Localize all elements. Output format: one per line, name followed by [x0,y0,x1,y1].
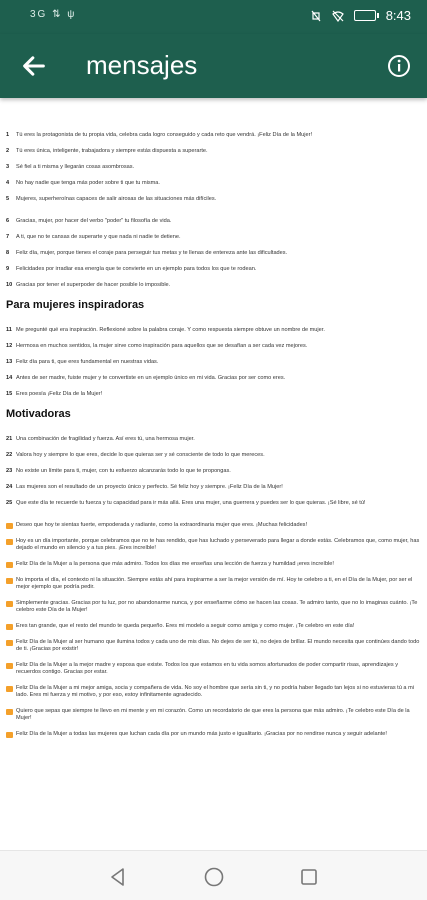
list-item[interactable]: 1 Tú eres la protagonista de tu propia vida, celebra cada logro conseguido y cada reto que vendrá. ¡Feliz Día de la Mujer! [6,132,313,138]
list-item[interactable]: Hoy es un día importante, porque celebramos que no te has rendido, que has luchado y perseverado para llegar a donde estás. Celebramos que, como mujer, has dejado el mundo en silencio y a tus pies. ¡Eres increíble! [6,538,423,552]
emoji-icon [6,709,13,715]
navigation-bar [0,850,427,900]
circle-home-icon[interactable] [203,866,225,888]
vibrate-mute-icon [310,10,322,22]
section-heading: Para mujeres inspiradoras [6,299,145,311]
list-item[interactable]: No importa el día, el contexto ni la situación. Siempre estás ahí para inspirarme a ser la mejor versión de mí. Hoy te celebro a ti, en el Día de la Mujer, por ser el mejor ejemplo que podría pedir. [6,577,423,591]
emoji-icon [6,663,13,669]
emoji-icon [6,539,13,545]
list-item[interactable]: 12 Hermosa en muchos sentidos, la mujer sirve como inspiración para aquellos que se desafían a ser cada vez mejores. [6,343,308,349]
arrow-left-icon[interactable] [20,52,48,80]
emoji-icon [6,601,13,607]
emoji-icon [6,562,13,568]
emoji-icon [6,732,13,738]
list-item[interactable]: 7 A ti, que no te cansas de superarte y que nada ni nadie te detiene. [6,234,181,240]
list-item[interactable]: 6 Gracias, mujer, por hacer del verbo "poder" tu filosofía de vida. [6,218,172,224]
page-title: mensajes [86,50,198,80]
list-item[interactable]: 13 Feliz día para ti, que eres fundamental en nuestras vidas. [6,359,159,365]
list-item[interactable]: 15 Eres poesía ¡Feliz Día de la Mujer! [6,391,103,397]
section-heading: Motivadoras [6,408,71,420]
list-item[interactable]: Simplemente gracias. Gracias por tu luz, por no abandonarme nunca, y por enseñarme cómo se hacen las cosas. Te admiro tanto, que no lo imaginas cuánto. ¡Te celebro este Día de la Mujer! [6,600,423,614]
emoji-icon [6,640,13,646]
list-item[interactable]: 8 Feliz día, mujer, porque tienes el coraje para perseguir tus metas y te llenas de entereza ante las dificultades. [6,250,288,256]
list-item[interactable]: Feliz Día de la Mujer al ser humano que ilumina todos y cada uno de mis días. No dejes de ser tú, no dejes de brillar. El mundo necesita que continúes dando todo de ti. ¡Gracias por existir! [6,639,423,653]
emoji-icon [6,578,13,584]
battery-icon [354,10,376,21]
list-item[interactable]: 24 Las mujeres son el resultado de un proyecto único y perfecto. Sé feliz hoy y siempre. ¡Feliz Día de la Mujer! [6,484,283,490]
list-item[interactable]: 11 Me pregunté qué era inspiración. Reflexioné sobre la palabra coraje. Y como respuesta siempre obtuve un nombre de mujer. [6,327,325,333]
list-item[interactable]: 3 Sé fiel a ti misma y llegarán cosas asombrosas. [6,164,135,170]
list-item[interactable]: 9 Felicidades por irradiar esa energía que te convierte en un ejemplo para todos los que te rodean. [6,266,257,272]
triangle-back-icon[interactable] [107,866,129,888]
list-item[interactable]: 10 Gracias por tener el superpoder de hacer posible lo imposible. [6,282,171,288]
emoji-icon [6,624,13,630]
list-item[interactable]: 2 Tú eres única, inteligente, trabajadora y siempre estás dispuesta a superarte. [6,148,208,154]
list-item[interactable]: Quiero que sepas que siempre te llevo en mi mente y en mi corazón. Como un recordatorio de que eres la persona que más admiro. ¡Te celebro este Día de la Mujer! [6,708,423,722]
emoji-icon [6,523,13,529]
list-item[interactable]: 14 Antes de ser madre, fuiste mujer y te convertiste en un ejemplo único en mi vida. Gracias por ser como eres. [6,375,286,381]
status-signal-icons: 3G ⇅ ψ [30,9,77,20]
list-item[interactable]: Feliz Día de la Mujer a todas las mujeres que luchan cada día por un mundo más justo e igualitario. ¡Gracias por no rendirse nunca y seguir adelante! [6,731,423,738]
info-icon[interactable] [387,54,411,78]
list-item[interactable]: Eres tan grande, que el resto del mundo te queda pequeño. Eres mi modelo a seguir como amiga y como mujer. ¡Te celebro en este día! [6,623,423,630]
list-item[interactable]: Feliz Día de la Mujer a mi mejor amiga, socia y compañera de vida. No soy el hombre que sería sin ti, y no podría haber llegado tan lejos si no estuvieras tú a mi lado. Eres mi fuerza y mi motivo, y por eso, estoy infinitamente agradecido. [6,685,423,699]
list-item[interactable]: Feliz Día de la Mujer a la persona que más admiro. Todos los días me enseñas una lección de fuerza y humildad ¡eres increíble! [6,561,423,568]
list-item[interactable]: 21 Una combinación de fragilidad y fuerza. Así eres tú, una hermosa mujer. [6,436,195,442]
list-item[interactable]: 22 Valora hoy y siempre lo que eres, decide lo que quieras ser y sé consciente de todo lo que mereces. [6,452,265,458]
emoji-icon [6,686,13,692]
list-item[interactable]: Deseo que hoy te sientas fuerte, empoderada y radiante, como la extraordinaria mujer que eres. ¡Muchas felicidades! [6,522,423,529]
square-recents-icon[interactable] [298,866,320,888]
messages-list[interactable] [0,98,427,850]
list-item[interactable]: Feliz Día de la Mujer a la mejor madre y esposa que existe. Todos los que estamos en tu vida somos afortunados de poder compartir risas, aprendizajes y recuerdos contigo. Gracias por estar. [6,662,423,676]
wifi-off-icon [332,10,344,22]
status-bar [0,0,427,34]
list-item[interactable]: 25 Que este día te recuerde tu fuerza y tu capacidad para ir más allá. Eres una mujer, una guerrera y puedes ser lo que quieras. ¡Sé libre, sé tú! [6,500,366,506]
list-item[interactable]: 5 Mujeres, superheroínas capaces de salir airosas de las situaciones más difíciles. [6,196,217,202]
list-item[interactable]: 23 No existe un límite para ti, mujer, con tu esfuerzo alcanzarás todo lo que te propongas. [6,468,231,474]
app-bar [0,34,427,98]
status-right [310,8,411,23]
list-item[interactable]: 4 No hay nadie que tenga más poder sobre ti que tu misma. [6,180,160,186]
status-time: 8:43 [385,8,411,23]
